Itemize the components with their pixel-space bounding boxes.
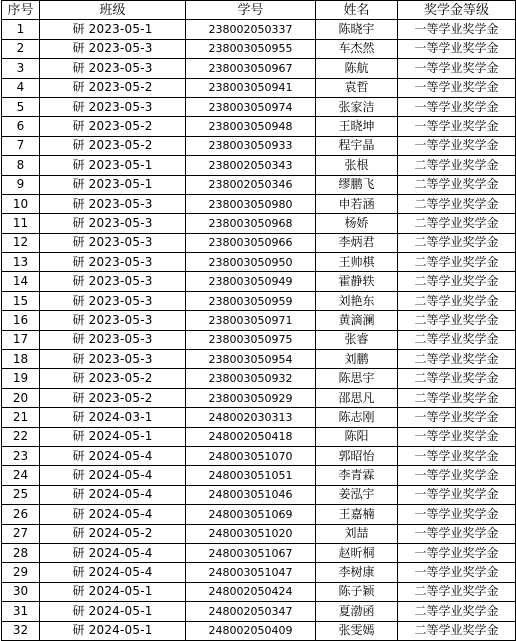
cell-class: 研 2024-05-4 xyxy=(40,543,186,562)
cell-name: 姜泓宇 xyxy=(316,485,398,504)
cell-student-id: 238003050955 xyxy=(186,39,316,58)
cell-name: 王嘉楠 xyxy=(316,505,398,524)
table-row xyxy=(2,466,516,485)
cell-scholarship-level: 一等学业奖学金 xyxy=(398,563,516,582)
cell-name: 李树康 xyxy=(316,563,398,582)
table-row xyxy=(2,39,516,58)
table-row xyxy=(2,505,516,524)
table-row xyxy=(2,233,516,252)
cell-student-id: 248003051070 xyxy=(186,446,316,465)
cell-index: 20 xyxy=(2,388,40,407)
table-row xyxy=(2,563,516,582)
table-row xyxy=(2,543,516,562)
table-row xyxy=(2,156,516,175)
table-row xyxy=(2,388,516,407)
cell-index: 30 xyxy=(2,582,40,601)
cell-class: 研 2023-05-3 xyxy=(40,272,186,291)
table-row xyxy=(2,253,516,272)
table-row xyxy=(2,369,516,388)
cell-name: 陈志刚 xyxy=(316,408,398,427)
cell-index: 10 xyxy=(2,194,40,213)
cell-scholarship-level: 二等学业奖学金 xyxy=(398,621,516,640)
cell-student-id: 248003051067 xyxy=(186,543,316,562)
table-row xyxy=(2,117,516,136)
cell-student-id: 238003050967 xyxy=(186,59,316,78)
cell-index: 28 xyxy=(2,543,40,562)
cell-class: 研 2023-05-3 xyxy=(40,214,186,233)
cell-index: 23 xyxy=(2,446,40,465)
cell-student-id: 238003050949 xyxy=(186,272,316,291)
header-name: 姓名 xyxy=(316,1,398,20)
cell-name: 王晓坤 xyxy=(316,117,398,136)
cell-scholarship-level: 一等学业奖学金 xyxy=(398,117,516,136)
cell-student-id: 238002050337 xyxy=(186,20,316,39)
cell-name: 黄滴澜 xyxy=(316,311,398,330)
cell-class: 研 2023-05-1 xyxy=(40,175,186,194)
table-row xyxy=(2,427,516,446)
cell-name: 陈航 xyxy=(316,59,398,78)
cell-student-id: 248002030313 xyxy=(186,408,316,427)
cell-class: 研 2023-05-3 xyxy=(40,39,186,58)
cell-student-id: 248003051051 xyxy=(186,466,316,485)
cell-index: 26 xyxy=(2,505,40,524)
cell-name: 刘喆 xyxy=(316,524,398,543)
table-row xyxy=(2,214,516,233)
cell-student-id: 238003050975 xyxy=(186,330,316,349)
cell-class: 研 2023-05-3 xyxy=(40,291,186,310)
header-scholarship-level: 奖学金等级 xyxy=(398,1,516,20)
cell-student-id: 238003050966 xyxy=(186,233,316,252)
cell-class: 研 2023-05-3 xyxy=(40,194,186,213)
table-row xyxy=(2,20,516,39)
cell-class: 研 2023-05-2 xyxy=(40,78,186,97)
cell-index: 14 xyxy=(2,272,40,291)
cell-scholarship-level: 二等学业奖学金 xyxy=(398,602,516,621)
cell-class: 研 2024-05-1 xyxy=(40,582,186,601)
cell-class: 研 2023-05-2 xyxy=(40,388,186,407)
cell-index: 21 xyxy=(2,408,40,427)
cell-index: 27 xyxy=(2,524,40,543)
cell-student-id: 238003050954 xyxy=(186,350,316,369)
cell-index: 25 xyxy=(2,485,40,504)
cell-scholarship-level: 一等学业奖学金 xyxy=(398,505,516,524)
cell-scholarship-level: 二等学业奖学金 xyxy=(398,291,516,310)
cell-class: 研 2024-05-4 xyxy=(40,563,186,582)
header-student-id: 学号 xyxy=(186,1,316,20)
cell-name: 程宇晶 xyxy=(316,136,398,155)
table-row xyxy=(2,408,516,427)
cell-name: 赵昕桐 xyxy=(316,543,398,562)
table-row xyxy=(2,311,516,330)
cell-index: 18 xyxy=(2,350,40,369)
cell-class: 研 2023-05-3 xyxy=(40,253,186,272)
cell-name: 张根 xyxy=(316,156,398,175)
table-row xyxy=(2,582,516,601)
cell-index: 7 xyxy=(2,136,40,155)
cell-scholarship-level: 一等学业奖学金 xyxy=(398,524,516,543)
table-row xyxy=(2,97,516,116)
cell-scholarship-level: 二等学业奖学金 xyxy=(398,214,516,233)
cell-index: 15 xyxy=(2,291,40,310)
cell-name: 郭昭怡 xyxy=(316,446,398,465)
cell-name: 张雯嫣 xyxy=(316,621,398,640)
cell-student-id: 238002050343 xyxy=(186,156,316,175)
cell-scholarship-level: 一等学业奖学金 xyxy=(398,39,516,58)
cell-student-id: 248002050409 xyxy=(186,621,316,640)
header-class: 班级 xyxy=(40,1,186,20)
cell-class: 研 2023-05-1 xyxy=(40,156,186,175)
cell-scholarship-level: 二等学业奖学金 xyxy=(398,311,516,330)
cell-index: 2 xyxy=(2,39,40,58)
cell-name: 申若涵 xyxy=(316,194,398,213)
cell-scholarship-level: 二等学业奖学金 xyxy=(398,233,516,252)
cell-name: 袁哲 xyxy=(316,78,398,97)
cell-student-id: 248003051020 xyxy=(186,524,316,543)
table-row xyxy=(2,136,516,155)
table-row xyxy=(2,621,516,640)
cell-student-id: 248003051046 xyxy=(186,485,316,504)
header-row xyxy=(2,1,516,20)
cell-scholarship-level: 二等学业奖学金 xyxy=(398,156,516,175)
table-row xyxy=(2,291,516,310)
cell-index: 19 xyxy=(2,369,40,388)
cell-index: 31 xyxy=(2,602,40,621)
cell-class: 研 2024-05-4 xyxy=(40,505,186,524)
cell-student-id: 238003050971 xyxy=(186,311,316,330)
cell-class: 研 2024-05-1 xyxy=(40,621,186,640)
cell-index: 9 xyxy=(2,175,40,194)
table-row xyxy=(2,602,516,621)
cell-scholarship-level: 二等学业奖学金 xyxy=(398,330,516,349)
table-row xyxy=(2,59,516,78)
cell-scholarship-level: 一等学业奖学金 xyxy=(398,78,516,97)
cell-index: 17 xyxy=(2,330,40,349)
table-row xyxy=(2,194,516,213)
cell-name: 陈阳 xyxy=(316,427,398,446)
cell-scholarship-level: 一等学业奖学金 xyxy=(398,427,516,446)
cell-class: 研 2023-05-2 xyxy=(40,369,186,388)
cell-scholarship-level: 一等学业奖学金 xyxy=(398,543,516,562)
table-row xyxy=(2,175,516,194)
cell-class: 研 2024-05-1 xyxy=(40,427,186,446)
cell-student-id: 238003050974 xyxy=(186,97,316,116)
cell-class: 研 2023-05-3 xyxy=(40,350,186,369)
cell-scholarship-level: 二等学业奖学金 xyxy=(398,388,516,407)
cell-class: 研 2023-05-3 xyxy=(40,97,186,116)
cell-name: 杨娇 xyxy=(316,214,398,233)
cell-class: 研 2024-05-2 xyxy=(40,524,186,543)
cell-scholarship-level: 二等学业奖学金 xyxy=(398,272,516,291)
cell-scholarship-level: 一等学业奖学金 xyxy=(398,97,516,116)
cell-index: 3 xyxy=(2,59,40,78)
cell-name: 陈子颖 xyxy=(316,582,398,601)
cell-student-id: 238003050941 xyxy=(186,78,316,97)
cell-student-id: 238003050929 xyxy=(186,388,316,407)
cell-scholarship-level: 一等学业奖学金 xyxy=(398,136,516,155)
table-row xyxy=(2,350,516,369)
cell-student-id: 248002050424 xyxy=(186,582,316,601)
cell-student-id: 248002050347 xyxy=(186,602,316,621)
cell-scholarship-level: 一等学业奖学金 xyxy=(398,408,516,427)
cell-class: 研 2023-05-3 xyxy=(40,311,186,330)
cell-class: 研 2023-05-3 xyxy=(40,330,186,349)
cell-index: 6 xyxy=(2,117,40,136)
cell-class: 研 2024-05-4 xyxy=(40,466,186,485)
cell-scholarship-level: 一等学业奖学金 xyxy=(398,20,516,39)
cell-name: 夏渤函 xyxy=(316,602,398,621)
cell-name: 张睿 xyxy=(316,330,398,349)
cell-student-id: 238003050948 xyxy=(186,117,316,136)
cell-name: 刘鹏 xyxy=(316,350,398,369)
cell-student-id: 238003050932 xyxy=(186,369,316,388)
table-row xyxy=(2,78,516,97)
table-row xyxy=(2,485,516,504)
cell-index: 12 xyxy=(2,233,40,252)
table-row xyxy=(2,330,516,349)
cell-class: 研 2024-05-4 xyxy=(40,446,186,465)
cell-name: 李炳君 xyxy=(316,233,398,252)
cell-index: 4 xyxy=(2,78,40,97)
cell-class: 研 2023-05-2 xyxy=(40,136,186,155)
cell-student-id: 238003050933 xyxy=(186,136,316,155)
table-row xyxy=(2,524,516,543)
cell-student-id: 238003050968 xyxy=(186,214,316,233)
cell-index: 13 xyxy=(2,253,40,272)
cell-class: 研 2023-05-3 xyxy=(40,59,186,78)
cell-name: 缪鹏飞 xyxy=(316,175,398,194)
table-body xyxy=(2,20,516,641)
cell-index: 8 xyxy=(2,156,40,175)
cell-index: 29 xyxy=(2,563,40,582)
cell-scholarship-level: 二等学业奖学金 xyxy=(398,194,516,213)
cell-scholarship-level: 一等学业奖学金 xyxy=(398,59,516,78)
cell-scholarship-level: 一等学业奖学金 xyxy=(398,466,516,485)
cell-scholarship-level: 一等学业奖学金 xyxy=(398,485,516,504)
cell-class: 研 2023-05-1 xyxy=(40,20,186,39)
cell-index: 16 xyxy=(2,311,40,330)
cell-name: 李青霖 xyxy=(316,466,398,485)
cell-name: 陈晓宇 xyxy=(316,20,398,39)
cell-index: 22 xyxy=(2,427,40,446)
cell-scholarship-level: 二等学业奖学金 xyxy=(398,175,516,194)
cell-student-id: 238003050950 xyxy=(186,253,316,272)
cell-student-id: 238003050959 xyxy=(186,291,316,310)
table-row xyxy=(2,272,516,291)
cell-student-id: 248003051069 xyxy=(186,505,316,524)
cell-name: 张家洁 xyxy=(316,97,398,116)
cell-student-id: 238003050980 xyxy=(186,194,316,213)
cell-scholarship-level: 二等学业奖学金 xyxy=(398,582,516,601)
cell-name: 车杰然 xyxy=(316,39,398,58)
cell-index: 11 xyxy=(2,214,40,233)
cell-class: 研 2023-05-3 xyxy=(40,233,186,252)
cell-scholarship-level: 二等学业奖学金 xyxy=(398,253,516,272)
cell-name: 霍静轶 xyxy=(316,272,398,291)
cell-name: 刘艳东 xyxy=(316,291,398,310)
cell-name: 陈思宇 xyxy=(316,369,398,388)
header-index: 序号 xyxy=(2,1,40,20)
cell-index: 32 xyxy=(2,621,40,640)
cell-class: 研 2024-05-1 xyxy=(40,602,186,621)
cell-class: 研 2024-05-4 xyxy=(40,485,186,504)
cell-class: 研 2024-03-1 xyxy=(40,408,186,427)
cell-class: 研 2023-05-2 xyxy=(40,117,186,136)
cell-index: 1 xyxy=(2,20,40,39)
scholarship-table xyxy=(1,0,516,641)
cell-student-id: 248002050418 xyxy=(186,427,316,446)
cell-scholarship-level: 一等学业奖学金 xyxy=(398,446,516,465)
cell-name: 王帅棋 xyxy=(316,253,398,272)
cell-name: 邵思凡 xyxy=(316,388,398,407)
cell-index: 24 xyxy=(2,466,40,485)
cell-scholarship-level: 二等学业奖学金 xyxy=(398,369,516,388)
cell-student-id: 248003051047 xyxy=(186,563,316,582)
cell-student-id: 238002050346 xyxy=(186,175,316,194)
table-row xyxy=(2,446,516,465)
cell-scholarship-level: 二等学业奖学金 xyxy=(398,350,516,369)
cell-index: 5 xyxy=(2,97,40,116)
